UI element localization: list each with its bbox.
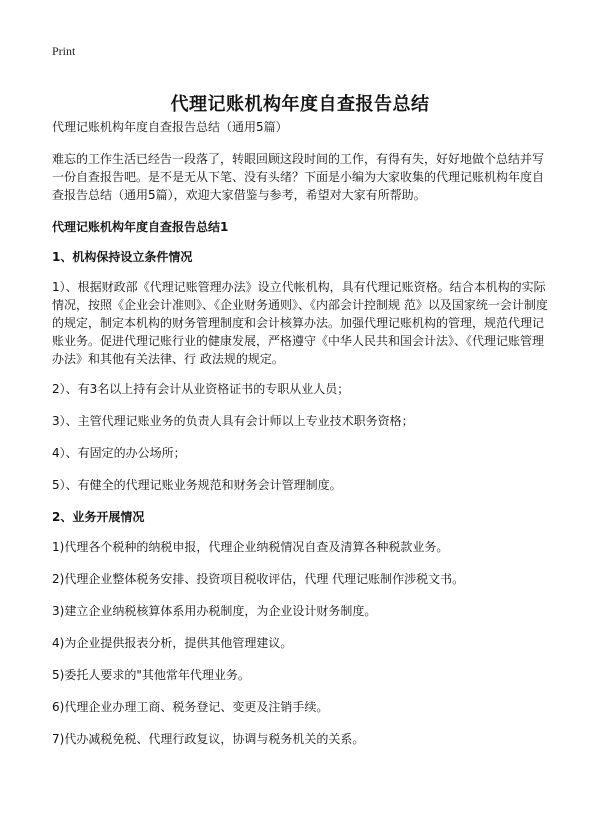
document-body [52,118,554,762]
part1-paragraph: 1）、根据财政部《代理记账管理办法》设立代帐机构，具有代理记账资格。结合本机构的实际情况，按照《企业会计准则》、《企业财务通则》、《内部会计控制规 范》以及国家统一会计制度的规定，制定本机构的财务管理制度和会计核算办法。加强代理记账机构的管理，规范代理记账业务。促进代理记账行业的健康发展，严格遵守《中华人民共和国会计法》、《代理记账管理办法》和其他有关法律、行 政法规的规定。 [52,280,548,366]
list-item: 2)代理企业整体税务安排、投资项目税收评估，代理 代理记账制作涉税文书。 [52,572,465,586]
list-item: 3)建立企业纳税核算体系用办税制度，为企业设计财务制度。 [52,604,377,618]
print-link[interactable]: Print [52,44,76,58]
list-item: 7)代办减税免税、代理行政复议，协调与税务机关的关系。 [52,732,365,746]
list-item: 3）、主管代理记账业务的负责人具有会计师以上专业技术职务资格； [52,414,414,428]
section-heading: 代理记账机构年度自查报告总结1 [52,220,229,234]
list-item: 5）、有健全的代理记账业务规范和财务会计管理制度。 [52,478,342,492]
list-item: 1)代理各个税种的纳税申报，代理企业纳税情况自查及清算各种税款业务。 [52,540,449,554]
list-item: 4）、有固定的办公场所； [52,446,186,460]
intro-paragraph: 难忘的工作生活已经告一段落了，转眼回顾这段时间的工作，有得有失，好好地做个总结并写一份自查报告吧。是不是无从下笔、没有头绪？下面是小编为大家收集的代理记账机构年度自查报告总结（通用5篇），欢迎大家借鉴与参考，希望对大家有所帮助。 [52,152,545,202]
part2-heading: 2、业务开展情况 [52,510,145,524]
list-item: 2）、有3名以上持有会计从业资格证书的专职从业人员； [52,382,350,396]
list-item: 4)为企业提供报表分析，提供其他管理建议。 [52,636,293,650]
list-item: 6)代理企业办理工商、税务登记、变更及注销手续。 [52,700,329,714]
list-item: 5)委托人要求的"其他常年代理业务。 [52,668,250,682]
part1-heading: 1、机构保持设立条件情况 [52,250,193,264]
document-subtitle: 代理记账机构年度自查报告总结（通用5篇） [52,120,288,134]
document-title: 代理记账机构年度自查报告总结 [170,94,430,116]
